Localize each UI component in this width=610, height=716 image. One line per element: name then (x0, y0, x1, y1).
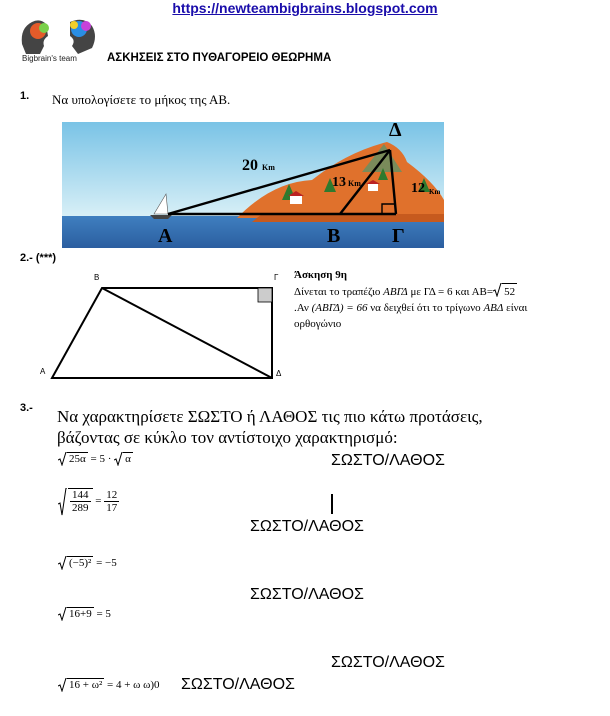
statement-2-expression (58, 488, 119, 514)
statement-5-expression (58, 678, 160, 691)
question-2-number: 2.- (***) (20, 252, 57, 264)
vertex-b-label: Β (327, 225, 341, 247)
statement-1-radicand: 25α (69, 453, 86, 465)
statement-2-result-denominator: 17 (106, 502, 118, 514)
logo-caption: Bigbrain's team (22, 54, 77, 63)
statement-4-answer-choice[interactable]: ΣΩΣΤΟ/ΛΑΘΟΣ (331, 654, 445, 671)
question-1-number: 1. (20, 90, 30, 102)
statement-4-rhs: = 5 (96, 608, 111, 620)
line2-text-c: είναι (506, 302, 528, 314)
line1-equation: ΓΔ = 6 (423, 286, 453, 298)
sqrt-52 (493, 283, 517, 300)
statement-3-expression (58, 556, 117, 569)
exercise-9-line-3: ορθογώνιο (294, 318, 342, 330)
statement-1-rhs: = 5 · (90, 453, 112, 465)
bigbrain-logo (18, 14, 98, 64)
line1-text-c: και ΑΒ= (455, 286, 494, 298)
statement-2-denominator: 289 (72, 502, 89, 514)
distance-20-label: 20 (242, 157, 258, 174)
vertex-a-label: Α (158, 225, 173, 247)
statement-5-rhs: = 4 + ω ω)0 (107, 679, 160, 691)
line2-text-b: να δειχθεί ότι το τρίγωνο (370, 302, 481, 314)
distance-12-unit: Km (429, 188, 441, 196)
vertex-delta-label: Δ (389, 122, 402, 141)
statement-3-radicand: (−5)² (69, 557, 92, 569)
distance-13-unit: Km (348, 179, 361, 188)
line1-text-b: με (410, 286, 422, 298)
statement-5-radicand: 16 + ω² (69, 679, 103, 691)
statement-1-expression (58, 452, 133, 465)
trapezoid-vertex-a: Α (40, 367, 46, 376)
exercise-9-line-1 (294, 283, 594, 300)
statement-4-radicand: 16+9 (69, 608, 92, 620)
line1-shape: ΑΒΓΔ (383, 286, 408, 298)
statement-1-answer-choice[interactable]: ΣΩΣΤΟ/ΛΑΘΟΣ (331, 452, 445, 469)
statement-2-result-numerator: 12 (106, 489, 118, 501)
distance-13-label: 13 (332, 175, 346, 190)
page-title: ΑΣΚΗΣΕΙΣ ΣΤΟ ΠΥΘΑΓΟΡΕΙΟ ΘΕΩΡΗΜΑ (107, 52, 332, 64)
statement-2-numerator: 144 (72, 489, 89, 501)
question-3-number: 3.- (20, 402, 33, 414)
statement-1-radicand-2: α (125, 453, 131, 465)
statement-2-equals: = (95, 495, 102, 508)
question-1-text: Να υπολογίσετε το μήκος της ΑΒ. (52, 92, 231, 107)
line2-text-a: .Αν (294, 302, 309, 314)
text-cursor (331, 494, 333, 514)
exercise-9-line-2 (294, 300, 594, 316)
question-3-intro-line-2: βάζοντας σε κύκλο τον αντίστοιχο χαρακτηρισμό: (57, 428, 398, 447)
line1-text-a: Δίνεται το τραπέζιο (294, 286, 381, 298)
statement-4-expression (58, 607, 111, 620)
coast-scene-figure (62, 122, 444, 248)
statement-3-rhs: = −5 (96, 557, 117, 569)
sqrt-52-value: 52 (502, 283, 517, 300)
exercise-9-heading: Άσκηση 9η (294, 269, 348, 281)
statement-3-answer-choice[interactable]: ΣΩΣΤΟ/ΛΑΘΟΣ (250, 586, 364, 603)
trapezoid-vertex-g: Γ (274, 273, 279, 282)
line2-triangle: ΑΒΔ (483, 302, 504, 314)
statement-2-answer-choice[interactable]: ΣΩΣΤΟ/ΛΑΘΟΣ (250, 518, 364, 535)
vertex-g-label: Γ (392, 225, 405, 247)
question-3-intro (57, 406, 597, 448)
exercise-9-text (294, 267, 594, 332)
line2-equation: (ΑΒΓΔ) = 66 (311, 302, 368, 314)
trapezoid-figure (38, 268, 288, 386)
trapezoid-vertex-b: Β (94, 273, 100, 282)
trapezoid-vertex-d: Δ (276, 369, 282, 378)
statement-5-answer-choice[interactable]: ΣΩΣΤΟ/ΛΑΘΟΣ (181, 676, 295, 693)
distance-20-unit: Km (262, 163, 275, 172)
question-3-intro-line-1: Να χαρακτηρίσετε ΣΩΣΤΟ ή ΛΑΘΟΣ τις πιο κάτω προτάσεις, (57, 407, 483, 426)
blog-link[interactable]: https://newteambigbrains.blogspot.com (172, 0, 438, 16)
distance-12-label: 12 (411, 181, 425, 196)
